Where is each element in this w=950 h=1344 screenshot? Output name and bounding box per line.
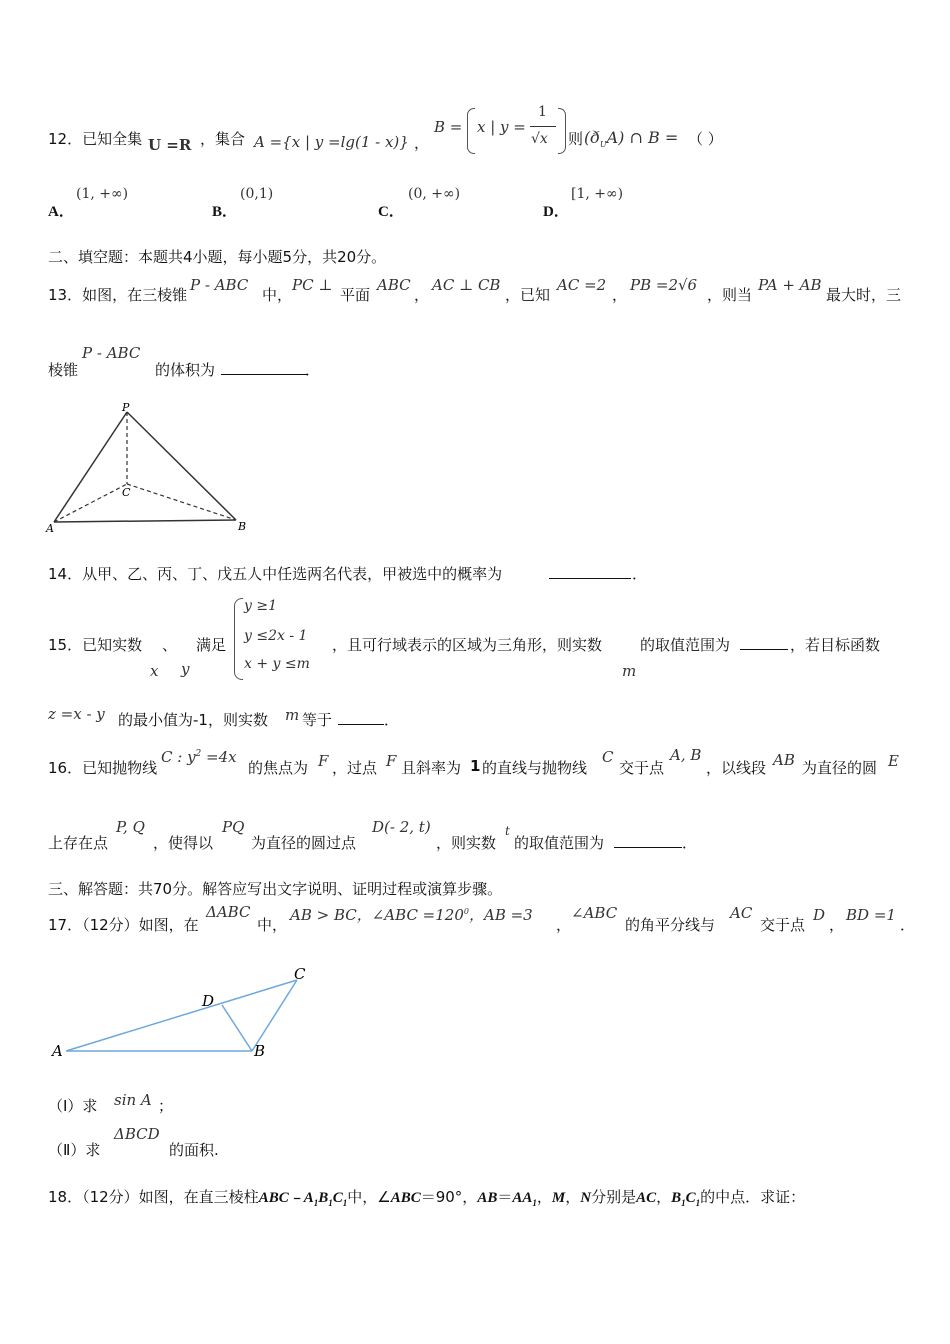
q15-end: ． xyxy=(384,711,400,729)
side-bc xyxy=(252,980,297,1051)
edge-pa xyxy=(54,412,127,522)
q16-answer-blank[interactable] xyxy=(614,833,682,848)
q12-result-head: (ð xyxy=(584,128,600,147)
q13-text-9: 棱锥 xyxy=(48,361,79,379)
q18-m: M xyxy=(551,1190,566,1206)
segment-bd xyxy=(222,1005,252,1051)
q18-sub-5: 1 xyxy=(681,1198,686,1208)
q13-math-2: PC ⊥ xyxy=(292,276,333,294)
q17-math-1: ΔABC xyxy=(206,903,251,921)
q16-math-t: t xyxy=(505,824,510,838)
q13-math-3: ABC xyxy=(377,276,411,294)
q16-math-e: E xyxy=(888,752,899,770)
q17-text-6: ， xyxy=(829,916,845,934)
q14-answer-blank[interactable] xyxy=(549,564,631,579)
q17-math-2-head: AB > BC，∠ABC =120 xyxy=(290,906,464,924)
q16-math-c: C xyxy=(602,748,614,766)
q12-answer-paren: （ ） xyxy=(688,130,723,148)
q12-result-sub: U xyxy=(599,140,607,150)
q12-prefix: 12．已知全集 xyxy=(48,130,143,148)
q17-part-2-text: （Ⅱ）求 xyxy=(48,1141,101,1159)
q12-brace-left xyxy=(467,108,475,154)
q17-part-1-end: ； xyxy=(158,1097,174,1115)
q16-text-3: ，过点 xyxy=(332,759,378,777)
q13-text-10: 的体积为 xyxy=(155,361,216,379)
q17-text-3: ， xyxy=(556,916,572,934)
q12-set-b-left: B = xyxy=(434,118,463,136)
q15-ineq-2: y ≤2x - 1 xyxy=(244,628,308,644)
q12-frac-den: √x xyxy=(531,131,548,147)
q15-text-5: ，若目标函数 xyxy=(790,636,881,654)
q16-math-ab2: AB xyxy=(773,751,795,769)
q16-parabola-tail: =4x xyxy=(201,748,237,766)
q17-math-4: AC xyxy=(730,904,753,922)
q18-aa1 xyxy=(512,1190,537,1206)
q18-text-7: 分别是 xyxy=(591,1188,637,1206)
option-d-label: D． xyxy=(543,204,569,220)
q16-parabola xyxy=(161,748,237,766)
q15-objective: z =x - y xyxy=(48,705,105,723)
q16-text-12: ，则实数 xyxy=(436,834,497,852)
q18-b1c1-c: C xyxy=(685,1190,696,1206)
q17-text-4: 的角平分线与 xyxy=(625,916,716,934)
section-3-heading: 三、解答题：共70分。解答应写出文字说明、证明过程或演算步骤。 xyxy=(48,880,503,898)
q16-text-5: 的直线与抛物线 xyxy=(482,759,588,777)
q17-math-2 xyxy=(290,904,533,925)
edge-cb xyxy=(127,484,236,520)
q17-math-6: BD =1 xyxy=(846,906,896,924)
q18-ac: AC xyxy=(636,1190,657,1206)
q13-math-6: PB =2√6 xyxy=(630,276,698,294)
q18-sub-1: 1 xyxy=(313,1198,319,1208)
q17-text-2: 中， xyxy=(257,916,288,934)
q13-text-5: ，已知 xyxy=(505,286,551,304)
q18-text-5: ， xyxy=(536,1188,552,1206)
q12-frac-num: 1 xyxy=(538,104,547,120)
q12-brace-right xyxy=(558,108,566,154)
q18-b1c1 xyxy=(671,1190,700,1206)
option-b-label: B． xyxy=(212,204,238,220)
q12-then: 则 xyxy=(568,130,584,148)
option-c-value: (0, +∞) xyxy=(408,186,461,202)
q18-sub-3: 1 xyxy=(342,1198,348,1208)
q16-text-6: 交于点 xyxy=(619,759,665,777)
q17-part-2-end: 的面积. xyxy=(169,1141,219,1159)
q16-math-ab: A, B xyxy=(670,746,702,764)
q16-math-pq: P, Q xyxy=(116,818,145,836)
q15-inequality-system xyxy=(234,598,324,680)
option-a-value: (1, +∞) xyxy=(76,186,129,202)
label-b: B xyxy=(238,520,247,533)
q16-text-8: 为直径的圆 xyxy=(802,759,878,777)
q15-answer-blank-1[interactable] xyxy=(740,635,788,650)
label-c: C xyxy=(122,486,131,499)
q15-text-4: 的取值范围为 xyxy=(640,636,731,654)
label-c: C xyxy=(294,965,306,983)
q15-text-6: 的最小值为-1，则实数 xyxy=(118,711,268,729)
edge-ac xyxy=(54,484,127,522)
q15-var-m: m xyxy=(622,662,637,680)
q16-text-4: 且斜率为 xyxy=(401,759,462,777)
option-d-value: [1, +∞) xyxy=(571,186,624,202)
q16-text-9: 上存在点 xyxy=(48,834,109,852)
q16-math-pq2: PQ xyxy=(222,818,245,836)
option-c-label: C． xyxy=(378,204,404,220)
q13-text-2: 中， xyxy=(262,286,293,304)
q15-var-y: y xyxy=(181,660,190,678)
q15-var-x: x xyxy=(150,662,159,680)
q18-text-4: ＝ xyxy=(497,1188,513,1206)
q13-text-4: ， xyxy=(414,286,430,304)
q18-b1c1-b: B xyxy=(671,1190,682,1206)
q18-prism-b: B xyxy=(318,1190,329,1206)
q18-text-6: ， xyxy=(565,1188,581,1206)
q18-prism-c: C xyxy=(332,1190,343,1206)
q15-system-brace xyxy=(234,598,243,680)
q16-parabola-sup: 2 xyxy=(195,749,202,759)
q12-set-a: A ={x | y =lg(1 - x)} xyxy=(254,133,409,151)
label-p: P xyxy=(122,401,130,414)
q17-text-7: ． xyxy=(900,916,916,934)
q15-text-7: 等于 xyxy=(302,711,333,729)
q14-text: 14．从甲、乙、丙、丁、戊五人中任选两名代表，甲被选中的概率为 xyxy=(48,565,503,583)
q18-text-3: ＝90°， xyxy=(420,1188,478,1206)
label-d: D xyxy=(202,992,215,1010)
q15-sep: 、 xyxy=(162,636,178,654)
q17-math-2-sup: 0 xyxy=(463,907,469,916)
q17-triangle-figure xyxy=(44,962,324,1066)
q13-text-8: 最大时，三 xyxy=(826,286,902,304)
q13-answer-blank[interactable] xyxy=(221,360,307,375)
q18-sub-6: 1 xyxy=(695,1198,701,1208)
q17-math-3: ∠ABC xyxy=(571,904,618,922)
question-12 xyxy=(48,128,142,149)
q15-answer-blank-2[interactable] xyxy=(338,710,384,725)
q16-slope: 1 xyxy=(470,757,481,775)
q17-text-1: 17．（12分）如图，在 xyxy=(48,916,199,934)
q16-text-7: ，以线段 xyxy=(706,759,767,777)
q13-pyramid-figure xyxy=(40,400,270,536)
q12-frac-bar xyxy=(530,126,556,127)
option-b-value: (0,1) xyxy=(240,186,274,202)
q16-text-11: 为直径的圆过点 xyxy=(251,834,357,852)
q12-result xyxy=(584,128,678,149)
q18-n: N xyxy=(580,1190,592,1206)
q18-ab: AB xyxy=(477,1190,498,1206)
q17-math-5: D xyxy=(813,906,826,924)
side-ac xyxy=(66,980,297,1051)
q17-math-2-tail: ，AB =3 xyxy=(468,906,533,924)
q13-text-6: ， xyxy=(612,286,628,304)
q12-result-tail: A) ∩ B = xyxy=(606,128,679,147)
q16-math-f1: F xyxy=(318,752,329,770)
q16-text-2: 的焦点为 xyxy=(248,759,309,777)
q13-text-1: 13．如图，在三棱锥 xyxy=(48,286,188,304)
q18-text-9: 的中点．求证： xyxy=(700,1188,806,1206)
q18-aa1-head: AA xyxy=(512,1190,533,1206)
label-a: A xyxy=(46,522,54,535)
q15-ineq-1: y ≥1 xyxy=(244,598,277,614)
q16-text-1: 16．已知抛物线 xyxy=(48,759,158,777)
q18-sub-4: 1 xyxy=(532,1198,537,1208)
q12-universal-set: U =R xyxy=(148,136,192,154)
label-a: A xyxy=(52,1042,63,1060)
q13-text-3: 平面 xyxy=(340,286,371,304)
q12-set-b-inner: x | y = xyxy=(477,118,526,136)
q13-math-4: AC ⊥ CB xyxy=(432,276,501,294)
q18-angle: ABC xyxy=(390,1190,421,1206)
q15-text-2: 满足 xyxy=(196,636,227,654)
section-2-heading: 二、填空题：本题共4小题，每小题5分，共20分。 xyxy=(48,248,387,266)
q12-comma: ， xyxy=(414,134,430,152)
q16-end: ． xyxy=(682,834,698,852)
q17-part-1-text: （Ⅰ）求 xyxy=(48,1097,98,1115)
edge-pb xyxy=(127,412,236,520)
q15-var-m-2: m xyxy=(285,706,300,724)
q18-text-8: ， xyxy=(656,1188,672,1206)
q13-math-1: P - ABC xyxy=(190,276,249,294)
q18-prism xyxy=(259,1190,348,1206)
option-a-label: A． xyxy=(48,204,74,220)
q15-ineq-3: x + y ≤m xyxy=(244,656,310,672)
q16-text-13: 的取值范围为 xyxy=(514,834,605,852)
q15-text-1: 15．已知实数 xyxy=(48,636,143,654)
q13-text-7: ，则当 xyxy=(707,286,753,304)
q16-math-d: D(- 2, t) xyxy=(372,818,431,836)
question-18 xyxy=(48,1186,805,1208)
q17-part-1-math: sin A xyxy=(114,1091,152,1109)
label-b: B xyxy=(254,1042,266,1060)
q18-prism-head: ABC﹣A xyxy=(258,1190,314,1206)
q13-math-7: PA + AB xyxy=(758,276,822,294)
q13-math-8: P - ABC xyxy=(82,344,141,362)
q14-end: ． xyxy=(632,565,648,583)
q13-text-end: ． xyxy=(305,361,321,379)
q17-part-2-math: ΔBCD xyxy=(114,1125,160,1143)
q16-math-f2: F xyxy=(386,752,397,770)
q18-text-1: 18．（12分）如图，在直三棱柱 xyxy=(48,1188,259,1206)
q16-parabola-head: C : y xyxy=(161,748,196,766)
q15-text-3: ，且可行域表示的区域为三角形，则实数 xyxy=(332,636,603,654)
edge-ab xyxy=(54,520,236,522)
q13-math-5: AC =2 xyxy=(557,276,607,294)
q12-set-word: ，集合 xyxy=(200,130,246,148)
q16-text-10: ，使得以 xyxy=(153,834,214,852)
q17-text-5: 交于点 xyxy=(760,916,806,934)
q18-sub-2: 1 xyxy=(328,1198,333,1208)
q18-text-2: 中，∠ xyxy=(347,1188,391,1206)
